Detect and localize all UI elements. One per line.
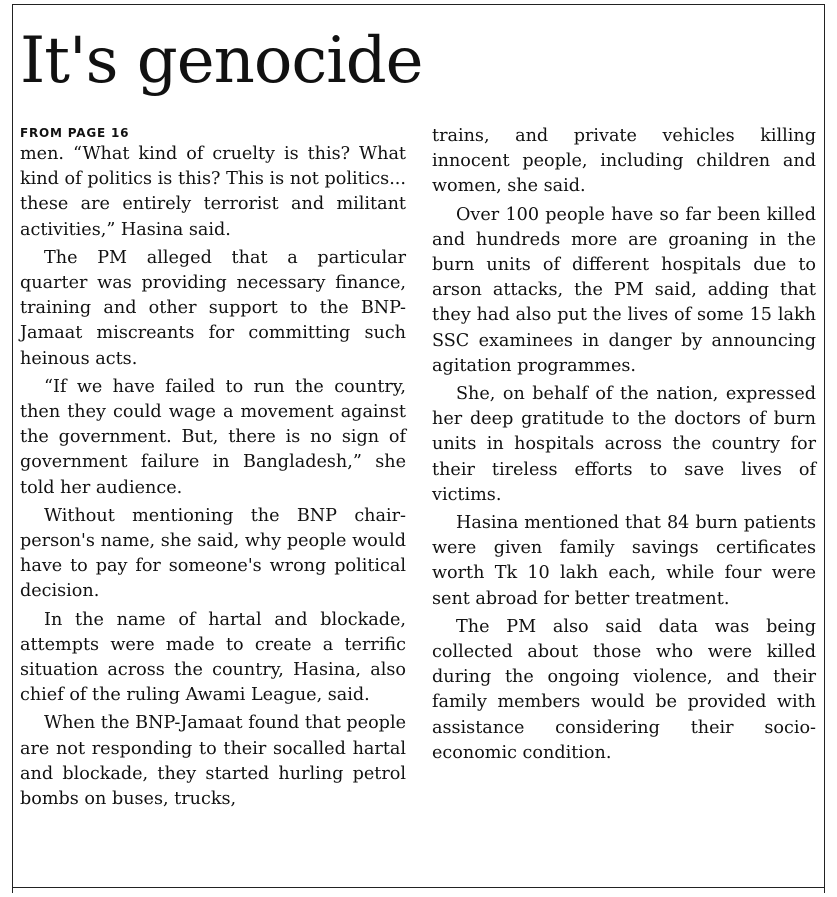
paragraph: Without mentioning the BNP chairperson's name, she said, why people would have to pay for someone's wrong political decision. xyxy=(20,505,406,602)
paragraph: trains, and private vehicles killing innocent people, including children and women, she said. xyxy=(432,126,816,197)
paragraph: men. “What kind of cruelty is this? What kind of politics is this? This is not politics... these are entirely terrorist and militant activities,” Hasina said. xyxy=(20,144,406,240)
left-column xyxy=(20,124,406,812)
top-rule xyxy=(12,4,825,5)
paragraph: “If we have failed to run the country, then they could wage a movement against the government. But, there is no sign of government failure in Bangladesh,” she told her audience. xyxy=(20,376,406,498)
paragraph: She, on behalf of the nation, expressed her deep gratitude to the doctors of burn units in hospitals across the country for their tireless efforts to save lives of victims. xyxy=(432,384,816,505)
paragraph: When the BNP-Jamaat found that people are not responding to their socalled hartal and blockade, they started hurling petrol bombs on buses, trucks, xyxy=(20,713,406,810)
bottom-rule xyxy=(12,887,825,888)
paragraph: Hasina mentioned that 84 burn patients were given family savings certificates worth Tk 10 lakh each, while four were sent abroad for better treatment. xyxy=(432,513,816,609)
left-rule xyxy=(12,4,13,893)
paragraph: Over 100 people have so far been killed and hundreds more are groaning in the burn units of different hospitals due to arson attacks, the PM said, adding that they had also put the lives of some 15 lakh SSC examinees in danger by announcing agitation programmes. xyxy=(432,204,816,376)
paragraph: The PM also said data was being collected about those who were killed during the ongoing violence, and their family members would be provided with assistance considering their socio-economic condition. xyxy=(432,616,816,763)
right-rule xyxy=(824,4,825,893)
paragraph: In the name of hartal and blockade, attempts were made to create a terrific situation across the country, Hasina, also chief of the ruling Awami League, said. xyxy=(20,609,406,706)
paragraph: The PM alleged that a particular quarter was providing necessary finance, training and other support to the BNP-Jamaat miscreants for committing such heinous acts. xyxy=(20,247,406,369)
headline: It's genocide xyxy=(20,24,423,98)
kicker-from-page: FROM PAGE 16 xyxy=(20,126,130,140)
right-column xyxy=(432,124,816,766)
